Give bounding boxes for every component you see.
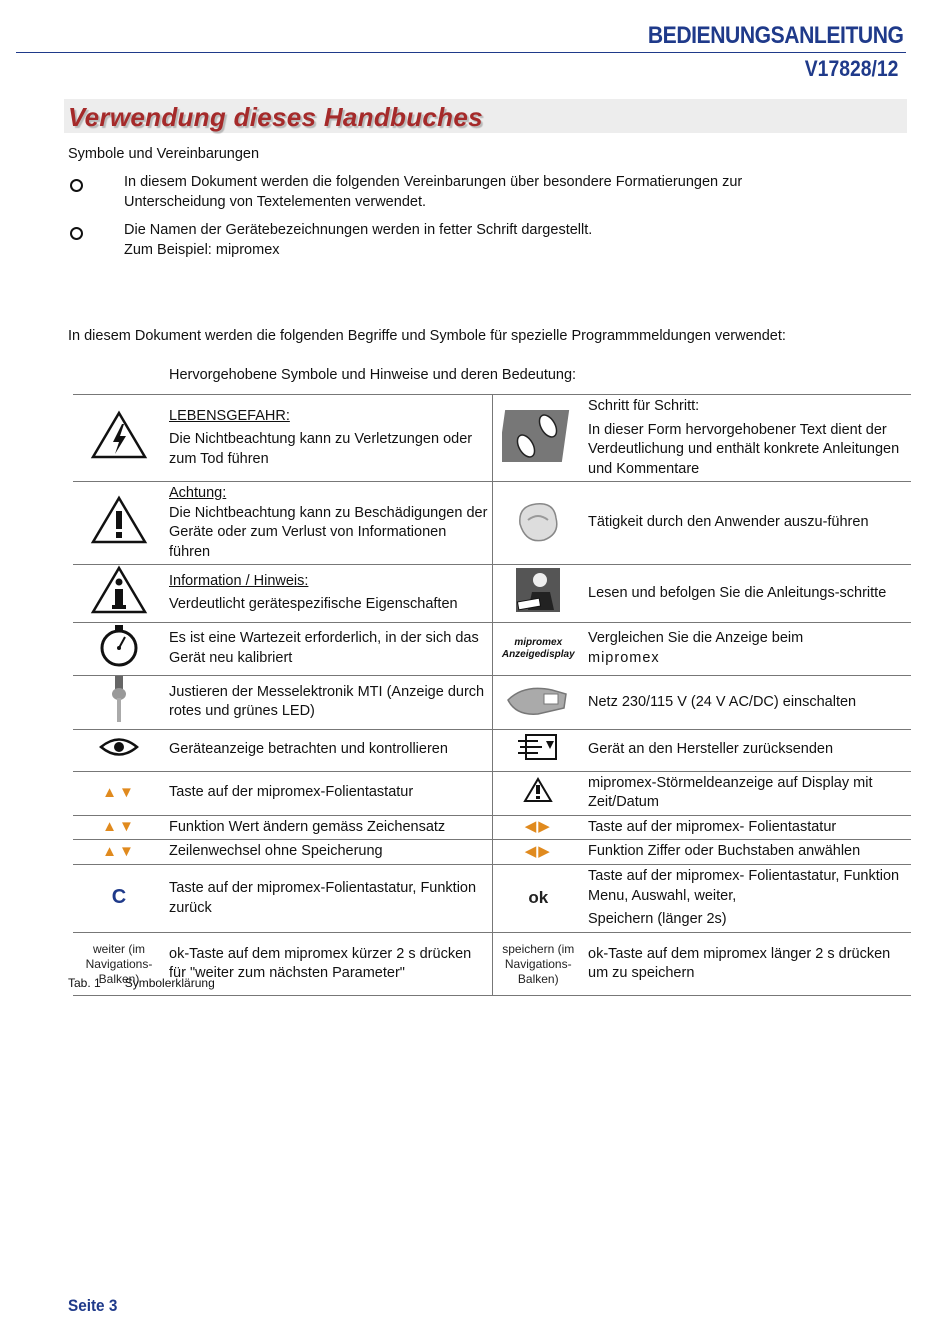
table-row	[73, 865, 911, 933]
table-cell	[165, 676, 492, 730]
table-row	[73, 815, 911, 840]
read-instructions-text: Lesen und befolgen Sie die Anleitungs-schritte	[588, 584, 887, 601]
stopwatch-icon	[73, 622, 165, 676]
warning-text: Die Nichtbeachtung kann zu Beschädigungen der Geräte oder zum Verlust von Informationen führen	[169, 504, 488, 560]
page-number: Seite 3	[68, 1296, 118, 1315]
ok-key-save-text: Speichern (länger 2s)	[588, 911, 727, 928]
table-row	[73, 565, 911, 623]
info-title: Information / Hinweis:	[169, 572, 309, 589]
adjust-text: Justieren der Messelektronik MTI (Anzeige durch rotes und grünes LED)	[169, 683, 485, 720]
table-row	[73, 622, 911, 676]
danger-title: LEBENSGEFAHR:	[169, 407, 290, 424]
power-plug-icon	[492, 676, 584, 730]
alarm-icon	[492, 771, 584, 815]
up-down-arrow-icon: ▲▼	[73, 815, 165, 840]
table-cell	[584, 565, 911, 623]
danger-icon	[73, 395, 165, 482]
table-cell	[165, 840, 492, 865]
document-code: V17828/12	[804, 56, 898, 81]
bullet-1-line-2: Unterscheidung von Textelementen verwendet.	[124, 194, 427, 210]
bullet-2-line-1: Die Namen der Gerätebezeichnungen werden in fetter Schrift dargestellt.	[124, 222, 593, 238]
table-heading: Hervorgehobene Symbole und Hinweise und deren Bedeutung:	[169, 367, 577, 383]
table-cell	[584, 729, 911, 771]
user-action-text: Tätigkeit durch den Anwender auszu-führen	[588, 514, 869, 531]
up-down-arrow-icon: ▲▼	[73, 840, 165, 865]
power-on-text: Netz 230/115 V (24 V AC/DC) einschalten	[588, 693, 857, 710]
compare-display-brand: mipromex	[588, 649, 660, 666]
danger-text: Die Nichtbeachtung kann zu Verletzungen oder zum Tod führen	[169, 431, 473, 467]
table-row	[73, 840, 911, 865]
line-change-text: Zeilenwechsel ohne Speicherung	[169, 843, 383, 860]
observe-display-text: Geräteanzeige betrachten und kontrollieren	[169, 741, 448, 758]
save-text: ok-Taste auf dem mipromex länger 2 s drücken um zu speichern	[588, 945, 891, 981]
table-cell	[584, 771, 911, 815]
display-label	[492, 622, 584, 676]
table-cell	[584, 676, 911, 730]
table-cell	[584, 622, 911, 676]
compare-display-text: Vergleichen Sie die Anzeige beim	[588, 630, 804, 647]
table-caption-number: Tab. 1	[68, 976, 101, 990]
display-label-line-2: Anzeigedisplay	[501, 648, 575, 660]
warning-title: Achtung:	[169, 485, 227, 501]
table-caption-text: Symbolerklärung	[124, 976, 215, 990]
table-cell	[584, 482, 911, 565]
table-cell	[165, 395, 492, 482]
wait-text: Es ist eine Wartezeit erforderlich, in der sich das Gerät neu kalibriert	[169, 630, 479, 666]
select-digit-text: Funktion Ziffer oder Buchstaben anwählen	[588, 843, 861, 860]
header-rule	[16, 52, 906, 53]
table-cell	[165, 771, 492, 815]
key-foil-keyboard-text: Taste auf der mipromex-Folientastatur	[169, 784, 414, 801]
document-title: BEDIENUNGSANLEITUNG	[648, 22, 904, 49]
back-key-text: Taste auf der mipromex-Folientastatur, Funktion zurück	[169, 880, 477, 916]
table-row	[73, 729, 911, 771]
next-parameter-text: ok-Taste auf dem mipromex kürzer 2 s drücken für "weiter zum nächsten Parameter"	[169, 945, 472, 981]
table-cell	[165, 729, 492, 771]
table-row	[73, 395, 911, 482]
step-title: Schritt für Schritt:	[588, 398, 700, 414]
table-cell	[165, 865, 492, 933]
section-title: Verwendung dieses Handbuches	[68, 102, 483, 132]
symbol-table	[73, 394, 911, 996]
return-device-text: Gerät an den Hersteller zurücksenden	[588, 741, 834, 758]
reader-icon	[492, 565, 584, 623]
table-cell	[492, 933, 584, 996]
bullet-icon	[70, 223, 82, 235]
intro-paragraph: In diesem Dokument werden die folgenden Begriffe und Symbole für spezielle Programmmeldungen verwendet:	[68, 328, 786, 344]
bullet-icon	[70, 175, 82, 187]
table-cell	[584, 933, 911, 996]
table-caption	[68, 976, 215, 990]
info-icon	[73, 565, 165, 623]
bullet-1-line-1: In diesem Dokument werden die folgenden Vereinbarungen über besondere Formatierungen zur	[124, 174, 743, 190]
change-value-text: Funktion Wert ändern gemäss Zeichensatz	[169, 818, 446, 835]
return-document-icon	[492, 729, 584, 771]
left-right-arrow-icon: ◀▶	[492, 815, 584, 840]
up-down-arrow-icon: ▲▼	[73, 771, 165, 815]
key-foil-keyboard-text: Taste auf der mipromex- Folientastatur	[588, 818, 837, 835]
intro-heading: Symbole und Vereinbarungen	[68, 146, 260, 162]
ok-key-text: Taste auf der mipromex- Folientastatur, Funktion Menu, Auswahl, weiter,	[588, 868, 900, 904]
table-cell	[165, 815, 492, 840]
table-cell	[165, 482, 492, 565]
table-cell	[584, 815, 911, 840]
alarm-display-text: mipromex-Störmeldeanzeige auf Display mit Zeit/Datum	[588, 774, 873, 810]
table-cell	[584, 395, 911, 482]
footsteps-icon	[492, 395, 584, 482]
info-text: Verdeutlicht gerätespezifische Eigenschaften	[169, 596, 458, 613]
left-right-arrow-icon: ◀▶	[492, 840, 584, 865]
probe-icon	[73, 676, 165, 730]
ok-key-icon: ok	[492, 865, 584, 933]
table-cell	[165, 565, 492, 623]
bullet-2-line-2: Zum Beispiel: mipromex	[124, 242, 280, 258]
table-cell	[584, 865, 911, 933]
table-cell	[165, 622, 492, 676]
hand-icon	[492, 482, 584, 565]
table-cell	[584, 840, 911, 865]
c-key-icon: C	[73, 865, 165, 933]
table-row	[73, 482, 911, 565]
table-row	[73, 771, 911, 815]
step-text: In dieser Form hervorgehobener Text dient der Verdeutlichung und enthält konkrete Anleitungen und Kommentare	[588, 421, 900, 477]
display-label-line-1: mipromex	[514, 636, 563, 648]
save-nav-label: speichern (im Navigations-Balken)	[502, 941, 575, 986]
eye-icon	[73, 729, 165, 771]
next-nav-label: weiter (im Navigations-Balken)	[85, 941, 153, 986]
warning-icon	[73, 482, 165, 565]
table-row	[73, 676, 911, 730]
